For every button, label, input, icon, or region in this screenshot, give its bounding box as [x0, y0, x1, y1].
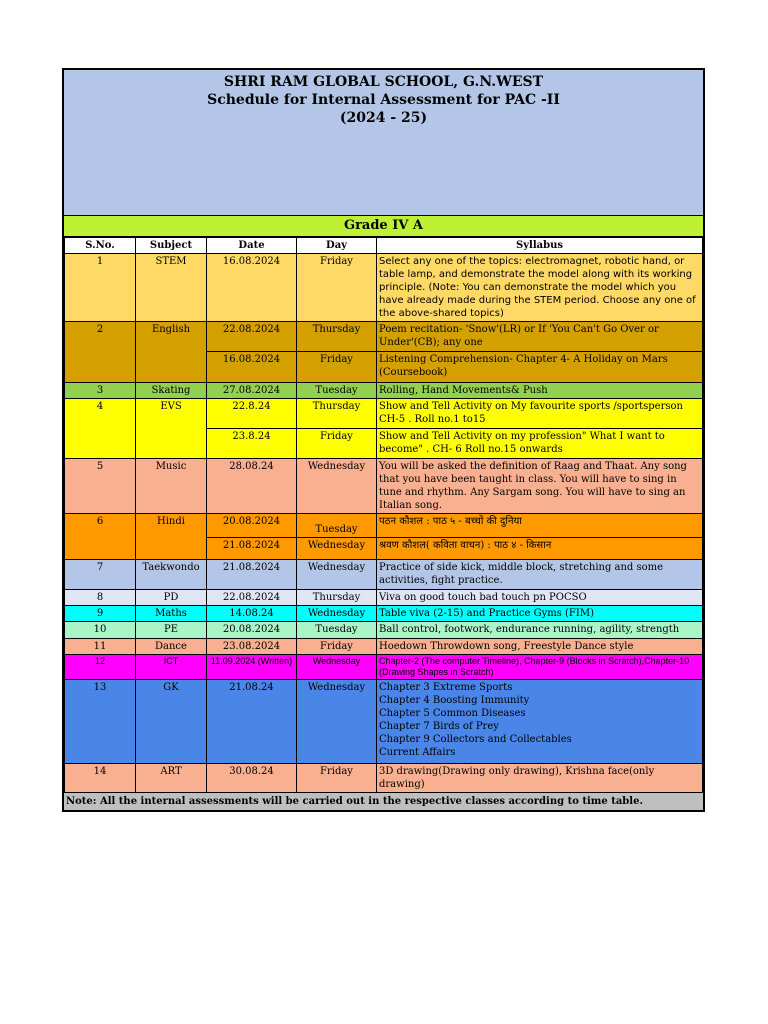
date-cell: 23.8.24 — [207, 429, 297, 459]
table-row — [65, 383, 703, 399]
serial-number-cell: 4 — [65, 399, 136, 459]
sheet-header — [64, 70, 703, 216]
syllabus-cell: Show and Tell Activity on My favourite sports /sportsperson CH-5 . Roll no.1 to15 — [377, 399, 703, 429]
syllabus-cell: You will be asked the definition of Raag and Thaat. Any song that you have been taught in class. You will have to sing in tune and rhythm. Any Sargam song. You will have to sing an Italian song. — [377, 459, 703, 514]
serial-number-cell: 14 — [65, 764, 136, 793]
col-header-day: Day — [297, 238, 377, 254]
table-row — [65, 622, 703, 639]
subject-cell: ICT — [136, 655, 207, 680]
syllabus-cell: Chapter-2 (The computer Timeline), Chapter-9 (Blocks in Scratch),Chapter-10 (Drawing Shapes in Scratch) — [377, 655, 703, 680]
day-cell: Thursday — [297, 322, 377, 352]
date-cell: 27.08.2024 — [207, 383, 297, 399]
subject-cell: Maths — [136, 606, 207, 622]
subject-cell: GK — [136, 680, 207, 764]
table-row — [65, 459, 703, 514]
day-cell: Wednesday — [297, 606, 377, 622]
serial-number-cell: 6 — [65, 514, 136, 560]
syllabus-cell: पठन कौशल : पाठ ५ - बच्चों की दुनिया — [377, 514, 703, 538]
table-row — [65, 560, 703, 590]
grade-banner: Grade IV A — [64, 216, 703, 237]
day-cell: Wednesday — [297, 655, 377, 680]
table-row — [65, 764, 703, 793]
day-cell: Wednesday — [297, 538, 377, 560]
syllabus-cell: Rolling, Hand Movements& Push — [377, 383, 703, 399]
date-cell: 23.08.2024 — [207, 639, 297, 655]
date-cell: 28.08.24 — [207, 459, 297, 514]
table-row — [65, 606, 703, 622]
footer-note: Note: All the internal assessments will be carried out in the respective classes according to time table. — [64, 793, 703, 810]
day-cell: Friday — [297, 639, 377, 655]
schedule-body — [65, 254, 703, 793]
academic-year: (2024 - 25) — [339, 110, 428, 126]
serial-number-cell: 2 — [65, 322, 136, 383]
day-cell: Thursday — [297, 399, 377, 429]
col-header-date: Date — [207, 238, 297, 254]
day-cell: Tuesday — [297, 383, 377, 399]
date-cell: 11.09.2024 (Written) — [207, 655, 297, 680]
col-header-syllabus: Syllabus — [377, 238, 703, 254]
subject-cell: Skating — [136, 383, 207, 399]
date-cell: 14.08.24 — [207, 606, 297, 622]
syllabus-cell: Select any one of the topics: electromagnet, robotic hand, or table lamp, and demonstrate the model along with its working principle. (Note: You can demonstrate the model which you have already made during the STEM period. Choose any one of the above-shared topics) — [377, 254, 703, 322]
date-cell: 21.08.2024 — [207, 538, 297, 560]
table-row — [65, 322, 703, 352]
date-cell: 21.08.24 — [207, 680, 297, 764]
subject-cell: Dance — [136, 639, 207, 655]
serial-number-cell: 8 — [65, 590, 136, 606]
date-cell: 22.08.2024 — [207, 322, 297, 352]
serial-number-cell: 3 — [65, 383, 136, 399]
date-cell: 20.08.2024 — [207, 514, 297, 538]
schedule-title: Schedule for Internal Assessment for PAC -II — [207, 92, 560, 108]
day-cell: Wednesday — [297, 560, 377, 590]
serial-number-cell: 5 — [65, 459, 136, 514]
date-cell: 22.08.2024 — [207, 590, 297, 606]
subject-cell: Music — [136, 459, 207, 514]
table-row — [65, 590, 703, 606]
table-row — [65, 639, 703, 655]
subject-cell: Taekwondo — [136, 560, 207, 590]
day-cell: Friday — [297, 352, 377, 383]
table-row — [65, 655, 703, 680]
serial-number-cell: 12 — [65, 655, 136, 680]
syllabus-cell: Hoedown Throwdown song, Freestyle Dance style — [377, 639, 703, 655]
syllabus-cell: Listening Comprehension- Chapter 4- A Holiday on Mars (Coursebook) — [377, 352, 703, 383]
date-cell: 20.08.2024 — [207, 622, 297, 639]
serial-number-cell: 1 — [65, 254, 136, 322]
day-cell: Tuesday — [297, 514, 377, 538]
date-cell: 16.08.2024 — [207, 254, 297, 322]
date-cell: 21.08.2024 — [207, 560, 297, 590]
table-row — [65, 399, 703, 429]
day-cell: Tuesday — [297, 622, 377, 639]
col-header-sno: S.No. — [65, 238, 136, 254]
date-cell: 30.08.24 — [207, 764, 297, 793]
subject-cell: ART — [136, 764, 207, 793]
syllabus-cell: Poem recitation- 'Snow'(LR) or If 'You Can't Go Over or Under'(CB); any one — [377, 322, 703, 352]
serial-number-cell: 13 — [65, 680, 136, 764]
subject-cell: PE — [136, 622, 207, 639]
syllabus-cell: Ball control, footwork, endurance running, agility, strength — [377, 622, 703, 639]
subject-cell: STEM — [136, 254, 207, 322]
serial-number-cell: 11 — [65, 639, 136, 655]
syllabus-cell: Table viva (2-15) and Practice Gyms (FIM) — [377, 606, 703, 622]
school-name: SHRI RAM GLOBAL SCHOOL, G.N.WEST — [223, 74, 544, 90]
subject-cell: PD — [136, 590, 207, 606]
date-cell: 22.8.24 — [207, 399, 297, 429]
day-cell: Friday — [297, 429, 377, 459]
date-cell: 16.08.2024 — [207, 352, 297, 383]
col-header-subject: Subject — [136, 238, 207, 254]
day-cell: Wednesday — [297, 459, 377, 514]
table-header-row — [65, 238, 703, 254]
subject-cell: Hindi — [136, 514, 207, 560]
syllabus-cell: श्रवण कौशल( कविता वाचन) : पाठ ४ - किसान — [377, 538, 703, 560]
syllabus-cell: Viva on good touch bad touch pn POCSO — [377, 590, 703, 606]
subject-cell: English — [136, 322, 207, 383]
serial-number-cell: 10 — [65, 622, 136, 639]
day-cell: Friday — [297, 764, 377, 793]
day-cell: Wednesday — [297, 680, 377, 764]
assessment-sheet — [62, 68, 705, 812]
day-cell: Friday — [297, 254, 377, 322]
table-row — [65, 514, 703, 538]
syllabus-cell: Chapter 3 Extreme Sports Chapter 4 Boosting Immunity Chapter 5 Common Diseases Chapter 7 Birds of Prey Chapter 9 Collectors and Collectables Current Affairs — [377, 680, 703, 764]
serial-number-cell: 7 — [65, 560, 136, 590]
syllabus-cell: Practice of side kick, middle block, stretching and some activities, fight practice. — [377, 560, 703, 590]
day-cell: Thursday — [297, 590, 377, 606]
subject-cell: EVS — [136, 399, 207, 459]
serial-number-cell: 9 — [65, 606, 136, 622]
syllabus-cell: Show and Tell Activity on my profession" What I want to become" . CH- 6 Roll no.15 onwards — [377, 429, 703, 459]
syllabus-cell: 3D drawing(Drawing only drawing), Krishna face(only drawing) — [377, 764, 703, 793]
schedule-table — [64, 237, 703, 793]
table-row — [65, 254, 703, 322]
table-row — [65, 680, 703, 764]
